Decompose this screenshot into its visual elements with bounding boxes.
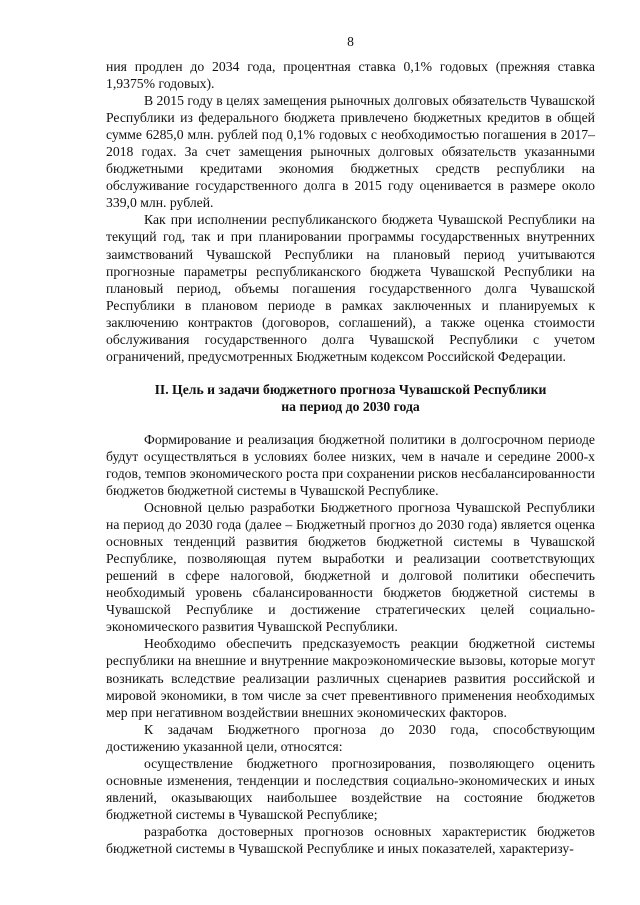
section-heading-line-2: на период до 2030 года [281, 398, 420, 414]
paragraph-predictability: Необходимо обеспечить предсказуемость реакции бюджетной системы республики на внешние и внутренние макроэкономические вызовы, которые могут возникать вследствие реализации различных сценариев развития российской и мировой экономики, в том числе за счет превентивного применения необходимых мер при негативном воздействии внешних экономических факторов. [106, 636, 595, 720]
section-heading-line-1: II. Цель и задачи бюджетного прогноза Чувашской Республики [154, 381, 547, 397]
paragraph-borrowing-planning: Как при исполнении республиканского бюджета Чувашской Республики на текущий год, так и при планировании программы государственных внутренних заимствований Чувашской Республики на плановый период учитываются прогнозные параметры республиканского бюджета Чувашской Республики на плановый период, объемы погашения государственного долга Чувашской Республики в плановом периоде в рамках заключенных и планируемых к заключению контрактов (договоров, соглашений), а также оценка стоимости обслуживания государственного долга Чувашской Республики с учетом ограничений, предусмотренных Бюджетным кодексом Российской Федерации. [106, 212, 595, 364]
section-heading [106, 381, 595, 415]
paragraph-task-forecasting: осуществление бюджетного прогнозирования, позволяющего оценить основные изменения, тенденции и последствия социально-экономических и иных явлений, оказывающих наибольшее воздействие на состояние бюджетов бюджетной системы в Чувашской Республике; [106, 755, 595, 822]
paragraph-main-goal: Основной целью разработки Бюджетного прогноза Чувашской Республики на период до 2030 года (далее – Бюджетный прогноз до 2030 года) является оценка основных тенденций развития бюджетов бюджетной системы в Чувашской Республике, позволяющая путем выработки и реализации соответствующих решений в сфере налоговой, бюджетной и долговой политики обеспечить необходимый уровень сбалансированности бюджетов бюджетной системы в Чувашской Республике и достижение стратегических целей социально-экономического развития Чувашской Республики. [106, 500, 595, 635]
paragraph-budget-policy: Формирование и реализация бюджетной политики в долгосрочном периоде будут осуществляться в условиях более низких, чем в начале и середине 2000-х годов, темпов экономического роста при сохранении рисков несбалансированности бюджетов бюджетной системы в Чувашской Республике. [106, 431, 595, 498]
paragraph-budget-credits-2015: В 2015 году в целях замещения рыночных долговых обязательств Чувашской Республики из федерального бюджета привлечено бюджетных кредитов в общей сумме 6285,0 млн. рублей под 0,1% годовых с необходимостью погашения в 2017–2018 годах. За счет замещения рыночных долговых обязательств указанными бюджетными кредитами экономия бюджетных средств республики на обслуживание государственного долга в 2015 году оценивается в размере около 339,0 млн. рублей. [106, 93, 595, 211]
paragraph-tasks-intro: К задачам Бюджетного прогноза до 2030 года, способствующим достижению указанной цели, относятся: [106, 721, 595, 754]
paragraph-task-reliable-forecasts: разработка достоверных прогнозов основных характеристик бюджетов бюджетной системы в Чувашской Республике и иных показателей, характеризу- [106, 823, 595, 856]
document-page [106, 34, 595, 857]
page-number: 8 [347, 34, 354, 49]
paragraph-continuation: ния продлен до 2034 года, процентная ставка 0,1% годовых (прежняя ставка 1,9375% годовых). [106, 59, 595, 92]
